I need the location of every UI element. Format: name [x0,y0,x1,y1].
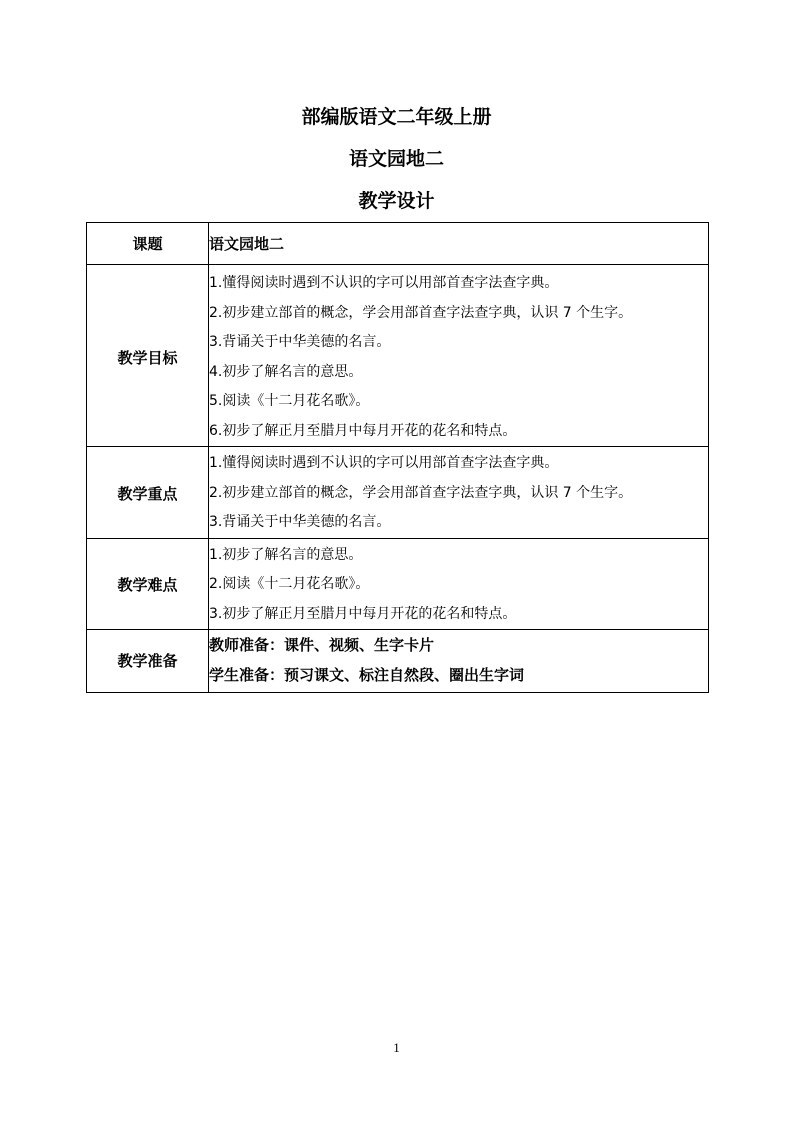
topic-value: 语文园地二 [209,235,285,253]
goal-item: 5.阅读《十二月花名歌》。 [209,393,370,409]
key-point-item: 3.背诵关于中华美德的名言。 [209,514,391,530]
goal-item: 4.初步了解名言的意思。 [209,363,363,380]
goals-label: 教学目标 [87,265,209,447]
key-points-label: 教学重点 [87,447,209,539]
difficulty-item: 1.初步了解名言的意思。 [209,546,363,563]
lesson-title: 语文园地二 [348,148,444,170]
preparation-label: 教学准备 [87,630,209,693]
difficulty-item: 3.初步了解正月至腊月中每月开花的花名和特点。 [209,605,517,622]
table-row-key-points [87,447,709,539]
student-preparation: 学生准备：预习课文、标注自然段、圈出生字词 [209,665,525,684]
topic-value-cell [209,223,709,265]
document-title: 部编版语文二年级上册 [301,106,492,128]
key-point-item: 1.懂得阅读时遇到不认识的字可以用部首查字法查字典。 [209,455,559,471]
topic-label: 课题 [87,223,209,265]
key-points-cell [209,447,709,539]
table-row-preparation [87,630,709,693]
difficulties-label: 教学难点 [87,538,209,630]
goals-cell [209,265,709,447]
goal-item: 6.初步了解正月至腊月中每月开花的花名和特点。 [209,422,517,439]
table-row-topic [87,223,709,265]
goal-item: 2.初步建立部首的概念，学会用部首查字法查字典，认识 7 个生字。 [209,304,633,321]
key-point-item: 2.初步建立部首的概念，学会用部首查字法查字典，认识 7 个生字。 [209,484,633,501]
lesson-plan-table [86,222,709,693]
goal-item: 3.背诵关于中华美德的名言。 [209,334,391,350]
table-row-goals [87,265,709,447]
preparation-cell [209,630,709,693]
document-type-title: 教学设计 [358,190,435,212]
page-number: 1 [393,1040,400,1055]
difficulty-item: 2.阅读《十二月花名歌》。 [209,576,370,592]
difficulties-cell [209,538,709,630]
goal-item: 1.懂得阅读时遇到不认识的字可以用部首查字法查字典。 [209,275,559,291]
table-row-difficulties [87,538,709,630]
teacher-preparation: 教师准备：课件、视频、生字卡片 [209,636,435,654]
